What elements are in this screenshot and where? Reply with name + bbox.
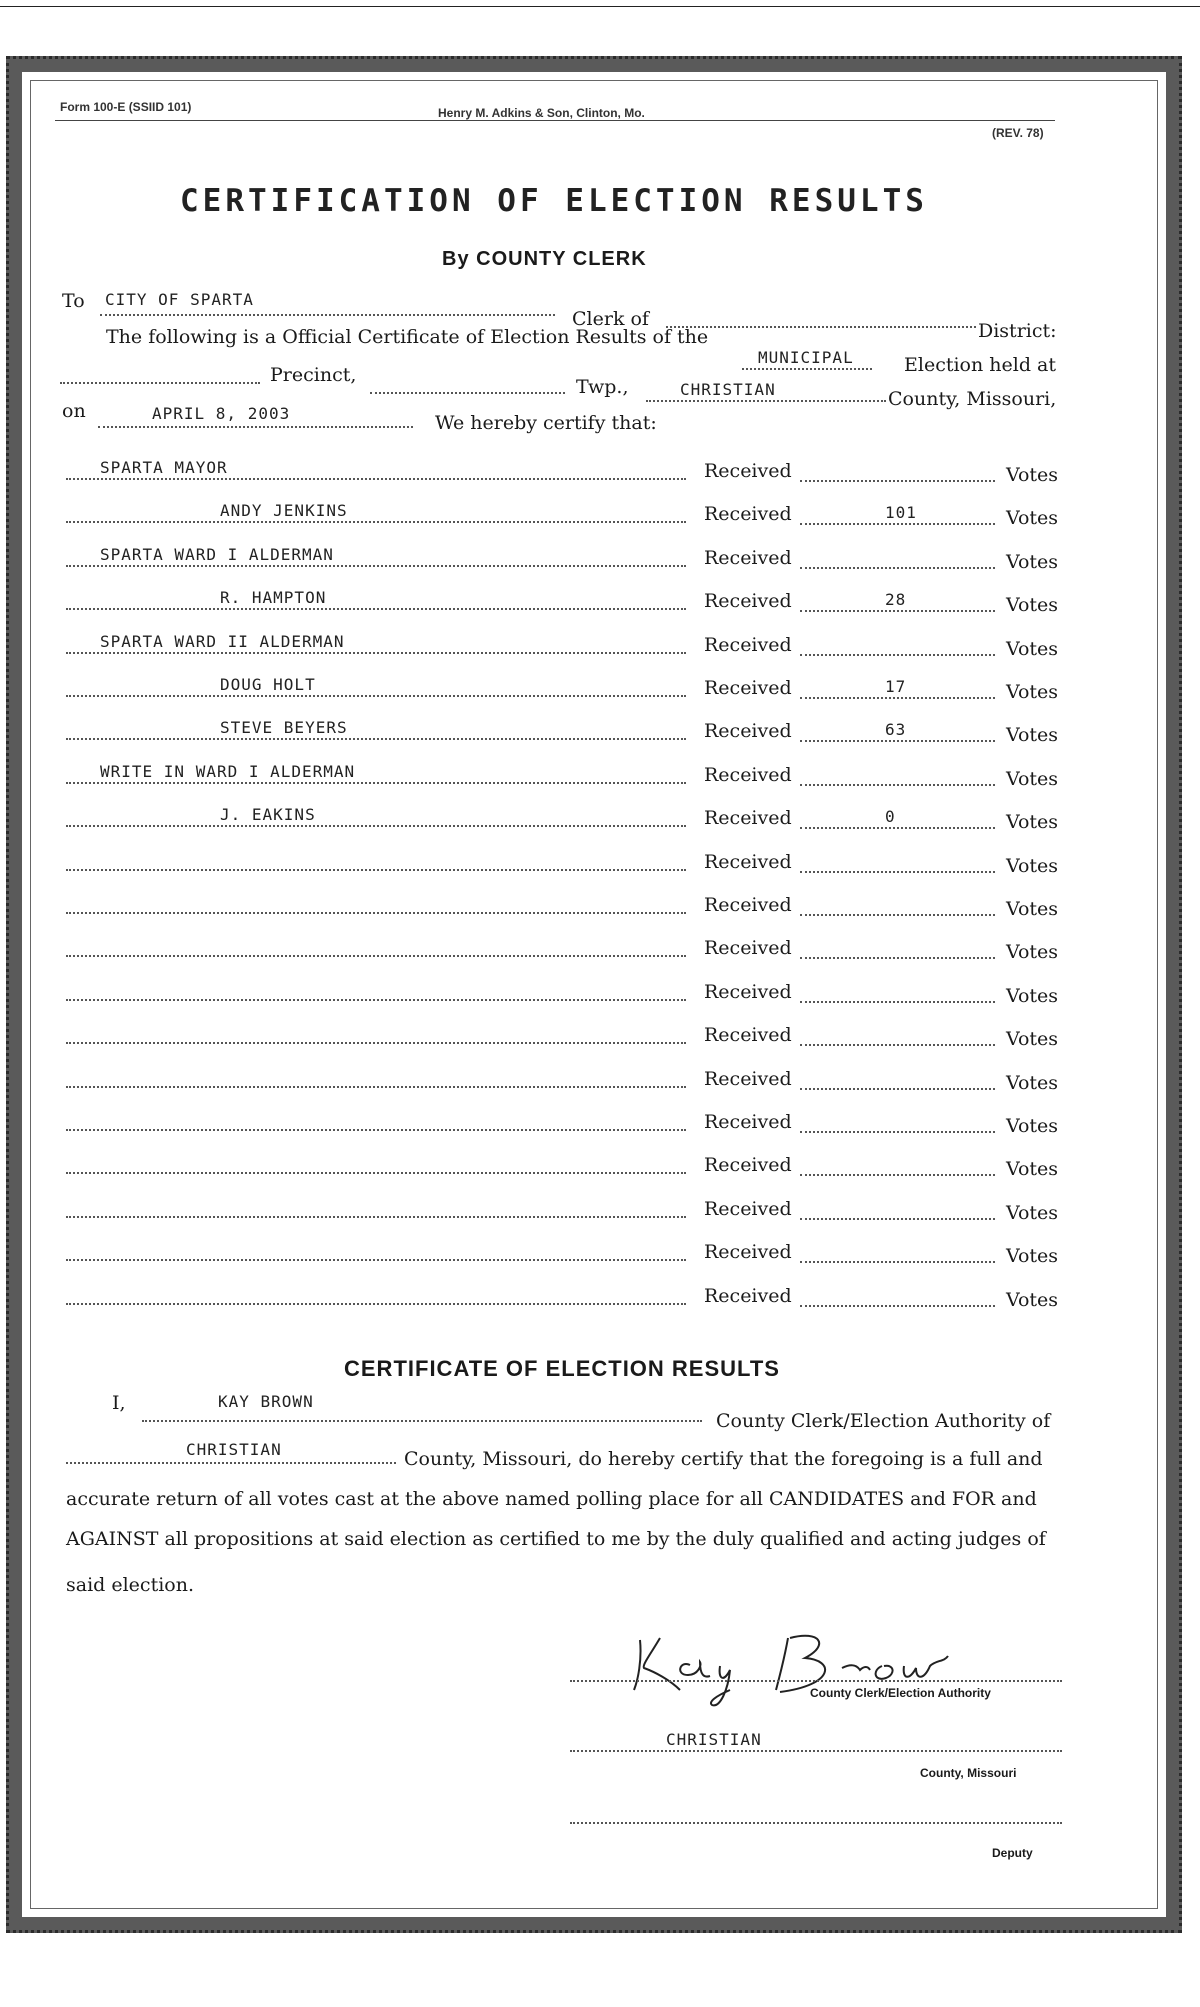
form-number: Form 100-E (SSIID 101)	[60, 100, 192, 114]
candidate-name: SPARTA MAYOR	[100, 458, 228, 477]
candidate-line	[66, 738, 686, 740]
received-label: Received	[704, 1154, 792, 1177]
certificate-text-4: said election.	[66, 1574, 194, 1596]
vote-count: 101	[885, 503, 917, 523]
candidate-line	[66, 521, 686, 523]
votes-label: Votes	[1006, 1201, 1059, 1224]
received-label: Received	[704, 807, 792, 830]
revision: (REV. 78)	[992, 126, 1044, 140]
votes-label: Votes	[1006, 724, 1059, 747]
printer-name: Henry M. Adkins & Son, Clinton, Mo.	[438, 106, 645, 120]
votes-label: Votes	[1006, 507, 1059, 530]
votes-line	[800, 1131, 995, 1133]
received-label: Received	[704, 1024, 792, 1047]
election-date: APRIL 8, 2003	[152, 404, 291, 423]
candidate-line	[66, 1303, 686, 1305]
candidate-name: ANDY JENKINS	[220, 501, 348, 521]
certificate-text-3: AGAINST all propositions at said election as certified to me by the duly qualified and acting judges of	[66, 1528, 1046, 1550]
vote-count: 0	[885, 807, 896, 827]
signature-label: County Clerk/Election Authority	[810, 1686, 991, 1700]
votes-label: Votes	[1006, 898, 1059, 920]
signature-line	[570, 1680, 1062, 1682]
clerk-title: County Clerk/Election Authority of	[716, 1410, 1051, 1432]
votes-label: Votes	[1006, 767, 1059, 790]
votes-line	[800, 1218, 995, 1220]
deputy-line	[570, 1822, 1062, 1824]
candidate-name: WRITE IN WARD I ALDERMAN	[100, 761, 356, 781]
received-label: Received	[704, 1197, 792, 1220]
votes-label: Votes	[1006, 1245, 1059, 1268]
clerk-of-line	[666, 326, 976, 328]
received-label: Received	[704, 633, 792, 656]
candidate-line	[66, 695, 686, 697]
received-label: Received	[704, 763, 792, 786]
candidate-line	[66, 1042, 686, 1044]
votes-label: Votes	[1006, 1115, 1059, 1137]
candidate-line	[66, 869, 686, 871]
votes-line	[800, 914, 995, 916]
certificate-county-line	[66, 1462, 396, 1464]
candidate-line	[66, 478, 686, 480]
received-label: Received	[704, 1111, 792, 1133]
candidate-line	[66, 999, 686, 1001]
votes-label: Votes	[1006, 984, 1059, 1007]
votes-label: Votes	[1006, 550, 1059, 573]
votes-line	[800, 697, 995, 699]
votes-line	[800, 871, 995, 873]
received-label: Received	[704, 590, 792, 613]
received-label: Received	[704, 546, 792, 569]
votes-line	[800, 740, 995, 742]
intro-text: The following is a Official Certificate of Election Results of the	[106, 326, 709, 348]
votes-label: Votes	[1006, 811, 1059, 834]
header-rule	[55, 120, 1055, 121]
votes-line	[800, 1088, 995, 1090]
votes-label: Votes	[1006, 1158, 1059, 1181]
candidate-line	[66, 1172, 686, 1174]
candidate-name: SPARTA WARD I ALDERMAN	[100, 544, 334, 564]
certificate-county: CHRISTIAN	[186, 1440, 282, 1459]
candidate-name: J. EAKINS	[220, 805, 316, 825]
votes-line	[800, 1305, 995, 1307]
votes-line	[800, 957, 995, 959]
certify-text: We hereby certify that:	[435, 412, 657, 434]
candidate-name: R. HAMPTON	[220, 588, 327, 608]
candidate-line	[66, 565, 686, 567]
votes-label: Votes	[1006, 594, 1059, 617]
election-type: MUNICIPAL	[758, 348, 854, 367]
received-label: Received	[704, 850, 792, 873]
received-label: Received	[704, 720, 792, 743]
certificate-text-1: County, Missouri, do hereby certify that the foregoing is a full and	[404, 1448, 1043, 1470]
received-label: Received	[704, 677, 792, 699]
candidate-name: STEVE BEYERS	[220, 718, 348, 738]
candidate-line	[66, 782, 686, 784]
to-line	[100, 314, 555, 316]
candidate-name: DOUG HOLT	[220, 675, 316, 694]
candidate-line	[66, 1129, 686, 1131]
on-label: on	[62, 400, 86, 422]
received-label: Received	[704, 980, 792, 1003]
votes-line	[800, 1174, 995, 1176]
votes-label: Votes	[1006, 464, 1059, 486]
county-signature-label: County, Missouri	[920, 1766, 1017, 1780]
votes-line	[800, 784, 995, 786]
election-type-line	[742, 368, 872, 370]
received-label: Received	[704, 1241, 792, 1264]
votes-line	[800, 523, 995, 525]
county-signature-line	[570, 1750, 1062, 1752]
candidate-line	[66, 912, 686, 914]
date-line	[98, 426, 413, 428]
to-label: To	[62, 290, 85, 312]
votes-line	[800, 827, 995, 829]
twp-label: Twp.,	[576, 376, 629, 398]
votes-label: Votes	[1006, 854, 1059, 877]
precinct-label: Precinct,	[270, 364, 357, 386]
received-label: Received	[704, 894, 792, 916]
received-label: Received	[704, 937, 792, 960]
votes-line	[800, 1044, 995, 1046]
candidate-line	[66, 1216, 686, 1218]
deputy-label: Deputy	[992, 1846, 1033, 1860]
votes-label: Votes	[1006, 681, 1059, 703]
vote-count: 63	[885, 720, 907, 740]
votes-label: Votes	[1006, 1028, 1059, 1051]
received-label: Received	[704, 503, 792, 526]
votes-line	[800, 610, 995, 612]
top-rule	[0, 6, 1200, 7]
candidate-line	[66, 652, 686, 654]
county-value: CHRISTIAN	[680, 380, 776, 399]
certificate-text-2: accurate return of all votes cast at the above named polling place for all CANDIDATES and FOR and	[66, 1488, 1037, 1510]
election-held-text: Election held at	[904, 354, 1056, 376]
page-title: CERTIFICATION OF ELECTION RESULTS	[180, 183, 928, 219]
clerk-name-line	[142, 1420, 702, 1422]
candidate-line	[66, 608, 686, 610]
candidate-line	[66, 1259, 686, 1261]
certificate-heading: CERTIFICATE OF ELECTION RESULTS	[344, 1356, 780, 1381]
vote-count: 28	[885, 590, 907, 610]
votes-line	[800, 480, 995, 482]
votes-label: Votes	[1006, 637, 1059, 660]
page-subtitle: By COUNTY CLERK	[442, 248, 647, 270]
county-label: County, Missouri,	[888, 388, 1057, 410]
votes-label: Votes	[1006, 1288, 1059, 1311]
votes-line	[800, 1261, 995, 1263]
votes-line	[800, 654, 995, 656]
i-label: I,	[112, 1392, 126, 1414]
county-line	[646, 400, 886, 402]
clerk-name: KAY BROWN	[218, 1392, 314, 1411]
candidate-name: SPARTA WARD II ALDERMAN	[100, 631, 345, 651]
votes-label: Votes	[1006, 941, 1059, 964]
to-value: CITY OF SPARTA	[105, 290, 254, 309]
signature-text	[0, 0, 1, 1]
district-label: District:	[978, 320, 1057, 342]
votes-line	[800, 1001, 995, 1003]
county-signature-value: CHRISTIAN	[666, 1730, 762, 1749]
votes-label: Votes	[1006, 1071, 1059, 1094]
clerk-of-label: Clerk of	[572, 308, 649, 330]
received-label: Received	[704, 460, 792, 482]
candidate-line	[66, 1086, 686, 1088]
received-label: Received	[704, 1284, 792, 1307]
twp-name-line	[370, 392, 565, 394]
received-label: Received	[704, 1067, 792, 1090]
vote-count: 17	[885, 677, 907, 696]
candidate-line	[66, 825, 686, 827]
votes-line	[800, 567, 995, 569]
candidate-line	[66, 955, 686, 957]
precinct-line	[60, 382, 260, 384]
